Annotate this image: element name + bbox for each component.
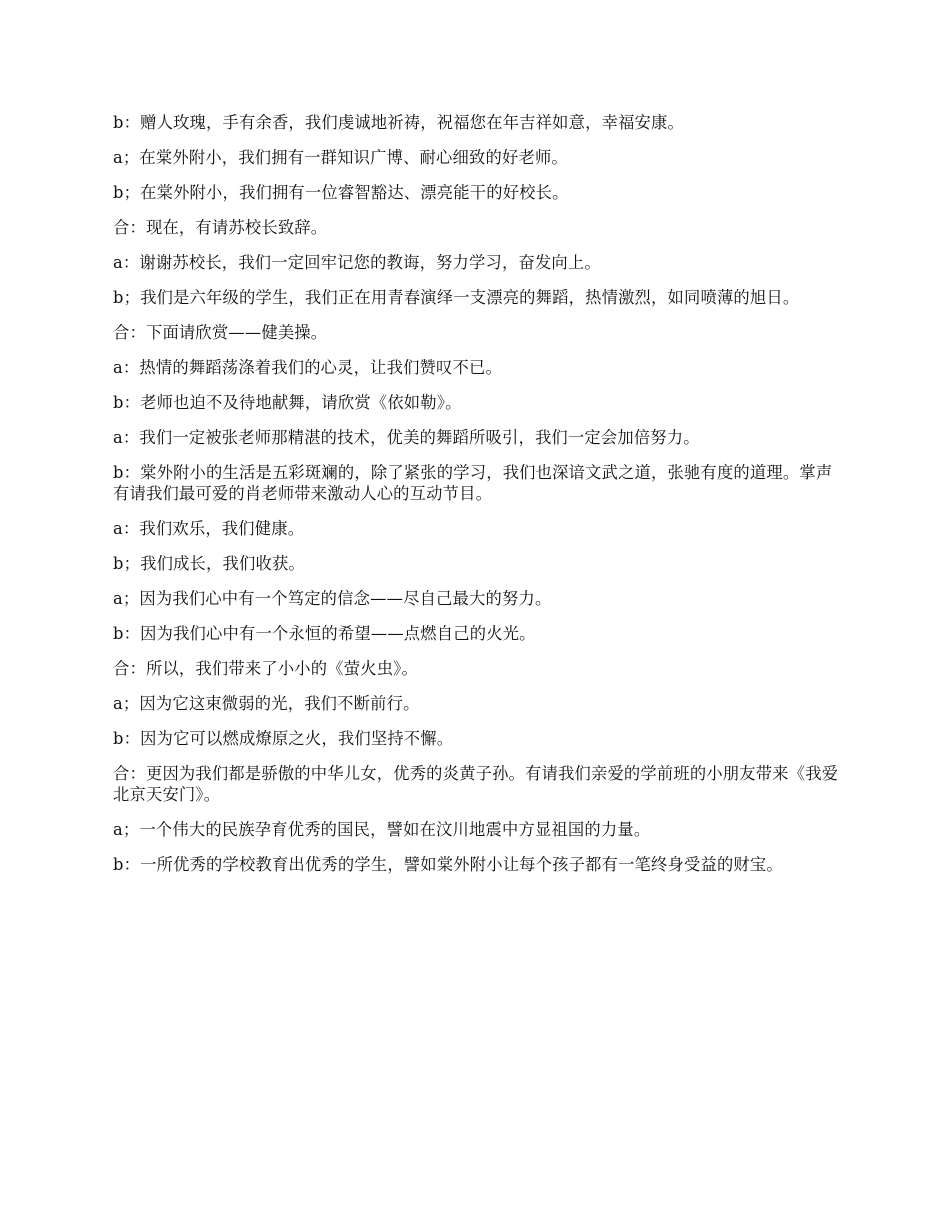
paragraph-11: b：棠外附小的生活是五彩斑斓的，除了紧张的学习，我们也深谙文武之道，张驰有度的道理。掌声有请我们最可爱的肖老师带来激动人心的互动节目。 [113,463,833,503]
paragraph-17: a；因为它这束微弱的光，我们不断前行。 [113,694,420,713]
paragraph-8: a：热情的舞蹈荡涤着我们的心灵，让我们赞叹不已。 [113,358,502,377]
paragraph-21: b：一所优秀的学校教育出优秀的学生，譬如棠外附小让每个孩子都有一笔终身受益的财宝。 [113,855,783,874]
paragraph-16: 合：所以，我们带来了小小的《萤火虫》。 [113,659,419,678]
paragraph-1: b：赠人玫瑰，手有余香，我们虔诚地祈祷，祝福您在年吉祥如意，幸福安康。 [113,113,684,132]
paragraph-7: 合：下面请欣赏——健美操。 [113,323,328,342]
paragraph-18: b：因为它可以燃成燎原之火，我们坚持不懈。 [113,729,454,748]
paragraph-13: b；我们成长，我们收获。 [113,554,305,573]
paragraph-10: a：我们一定被张老师那精湛的技术，优美的舞蹈所吸引，我们一定会加倍努力。 [113,428,700,447]
paragraph-15: b：因为我们心中有一个永恒的希望——点燃自己的火光。 [113,624,536,643]
paragraph-12: a：我们欢乐，我们健康。 [113,519,305,538]
paragraph-20: a；一个伟大的民族孕育优秀的国民，譬如在汶川地震中方显祖国的力量。 [113,820,651,839]
paragraph-3: b；在棠外附小，我们拥有一位睿智豁达、漂亮能干的好校长。 [113,183,569,202]
paragraph-19: 合：更因为我们都是骄傲的中华儿女，优秀的炎黄子孙。有请我们亲爱的学前班的小朋友带来《我爱北京天安门》。 [113,764,839,804]
document-page [113,112,845,889]
paragraph-9: b：老师也迫不及待地献舞，请欣赏《依如勒》。 [113,393,462,412]
paragraph-2: a；在棠外附小，我们拥有一群知识广博、耐心细致的好老师。 [113,148,568,167]
paragraph-14: a；因为我们心中有一个笃定的信念——尽自己最大的努力。 [113,589,552,608]
paragraph-4: 合：现在，有请苏校长致辞。 [113,218,328,237]
paragraph-6: b；我们是六年级的学生，我们正在用青春演绎一支漂亮的舞蹈，热情激烈，如同喷薄的旭日。 [113,288,800,307]
paragraph-5: a：谢谢苏校长，我们一定回牢记您的教诲，努力学习，奋发向上。 [113,253,601,272]
